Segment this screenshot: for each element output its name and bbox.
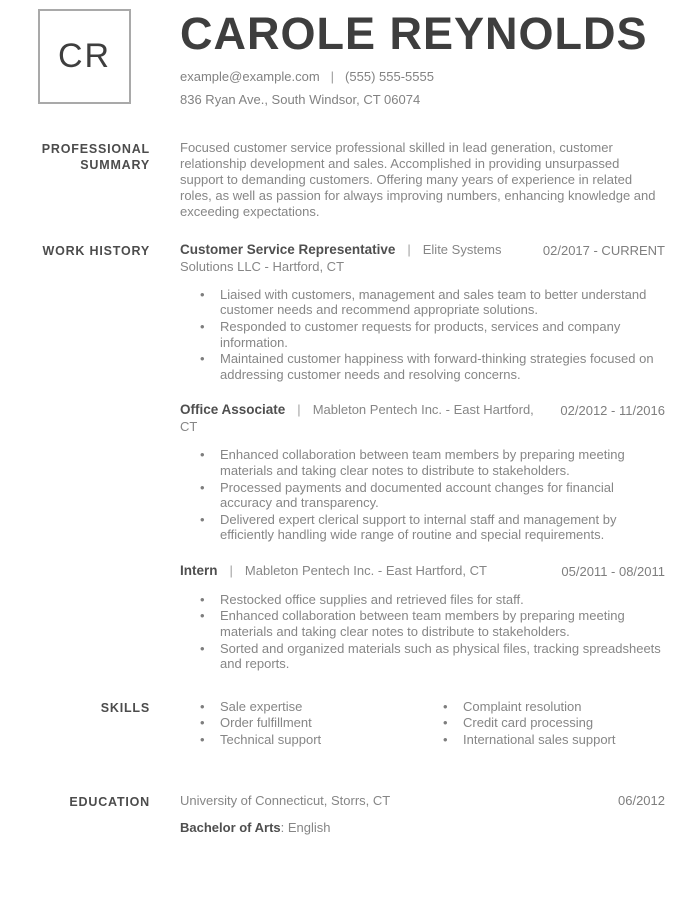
job-title: Office Associate bbox=[180, 402, 286, 418]
job-entry bbox=[180, 402, 665, 543]
section-label-education: EDUCATION bbox=[69, 794, 150, 809]
professional-summary-content bbox=[180, 140, 665, 220]
job-entry bbox=[180, 563, 665, 672]
job-bullet: • Processed payments and documented account changes for financial accuracy and transparency. bbox=[220, 480, 665, 511]
job-bullet-list bbox=[180, 592, 665, 672]
job-header bbox=[180, 242, 665, 275]
section-professional-summary bbox=[38, 140, 665, 220]
job-bullet: • Enhanced collaboration between team members by preparing meeting materials and taking clear notes to distribute to stakeholders. bbox=[220, 608, 665, 639]
job-separator: | bbox=[229, 563, 233, 579]
phone-text: (555) 555-5555 bbox=[345, 69, 434, 84]
job-header bbox=[180, 402, 665, 435]
job-title: Customer Service Representative bbox=[180, 241, 396, 257]
skills-column-2 bbox=[423, 699, 665, 749]
skill-item: • Order fulfillment bbox=[220, 715, 423, 731]
section-work-history bbox=[38, 242, 665, 673]
job-separator: | bbox=[407, 241, 411, 257]
job-header bbox=[180, 563, 665, 580]
job-bullet: • Enhanced collaboration between team members by preparing meeting materials and taking clear notes to distribute to stakeholders. bbox=[220, 447, 665, 478]
job-bullet: • Liaised with customers, management and sales team to better understand customer needs and recommend appropriate solutions. bbox=[220, 287, 665, 318]
section-label-skills: SKILLS bbox=[100, 700, 150, 715]
contact-line bbox=[180, 69, 648, 85]
education-degree-line bbox=[180, 820, 665, 836]
skill-item: • International sales support bbox=[463, 732, 665, 748]
skill-item: • Sale expertise bbox=[220, 699, 423, 715]
section-label-professional-summary: PROFESSIONAL SUMMARY bbox=[41, 141, 150, 172]
job-bullet: • Responded to customer requests for products, services and company information. bbox=[220, 319, 665, 350]
job-entry bbox=[180, 242, 665, 383]
education-school-line bbox=[180, 793, 665, 809]
job-company: Elite Systems Solutions LLC - Hartford, CT bbox=[180, 241, 502, 274]
education-date: 06/2012 bbox=[618, 792, 665, 808]
skill-item: • Complaint resolution bbox=[463, 699, 665, 715]
job-separator: | bbox=[297, 402, 301, 418]
job-bullet: • Maintained customer happiness with forward-thinking strategies focused on addressing customer needs and resolving concerns. bbox=[220, 351, 665, 382]
header-text-block bbox=[180, 9, 648, 108]
job-dates: 02/2017 - CURRENT bbox=[542, 242, 665, 258]
job-bullet-list bbox=[180, 447, 665, 543]
skill-item: • Technical support bbox=[220, 732, 423, 748]
candidate-name: CAROLE REYNOLDS bbox=[180, 8, 648, 59]
section-education bbox=[38, 793, 665, 836]
address-text: 836 Ryan Ave., South Windsor, CT 06074 bbox=[180, 91, 421, 107]
job-company: Mableton Pentech Inc. - East Hartford, CT bbox=[244, 563, 487, 579]
job-dates: 05/2011 - 08/2011 bbox=[561, 564, 665, 580]
degree-title: Bachelor of Arts bbox=[180, 819, 281, 835]
skill-item: • Credit card processing bbox=[463, 715, 665, 731]
skills-content bbox=[180, 699, 665, 749]
job-title-line bbox=[180, 242, 543, 275]
job-title: Intern bbox=[180, 563, 218, 579]
work-history-content bbox=[180, 242, 665, 673]
skills-column-1 bbox=[180, 699, 423, 749]
school-name: University of Connecticut, Storrs, CT bbox=[180, 792, 391, 808]
job-title-line bbox=[180, 402, 560, 435]
degree-detail: : English bbox=[280, 819, 331, 835]
contact-separator: | bbox=[330, 69, 335, 84]
job-company: Mableton Pentech Inc. - East Hartford, CT bbox=[180, 402, 534, 435]
section-skills bbox=[38, 699, 665, 749]
job-bullet: • Sorted and organized materials such as physical files, tracking spreadsheets and reports. bbox=[220, 641, 665, 672]
section-label-work-history: WORK HISTORY bbox=[42, 243, 150, 258]
monogram-initials: CR bbox=[57, 36, 112, 75]
job-dates: 02/2012 - 11/2016 bbox=[560, 403, 665, 419]
job-title-line bbox=[180, 563, 561, 580]
job-bullet: • Restocked office supplies and retrieved files for staff. bbox=[220, 592, 665, 608]
resume-header bbox=[38, 9, 665, 108]
job-bullet-list bbox=[180, 287, 665, 383]
job-bullet: • Delivered expert clerical support to internal staff and management by efficiently handling wide range of routine and special requirements. bbox=[220, 512, 665, 543]
monogram-box bbox=[38, 9, 131, 104]
education-content bbox=[180, 793, 665, 836]
email-text: example@example.com bbox=[180, 69, 320, 84]
summary-text: Focused customer service professional skilled in lead generation, customer relationship development and sales. Accomplished in providing unsurpassed support to demanding customers. Offering many years of experience in related roles, as well as passion for always improving numbers, enhancing knowledge and exceeding expectations. bbox=[180, 139, 656, 219]
